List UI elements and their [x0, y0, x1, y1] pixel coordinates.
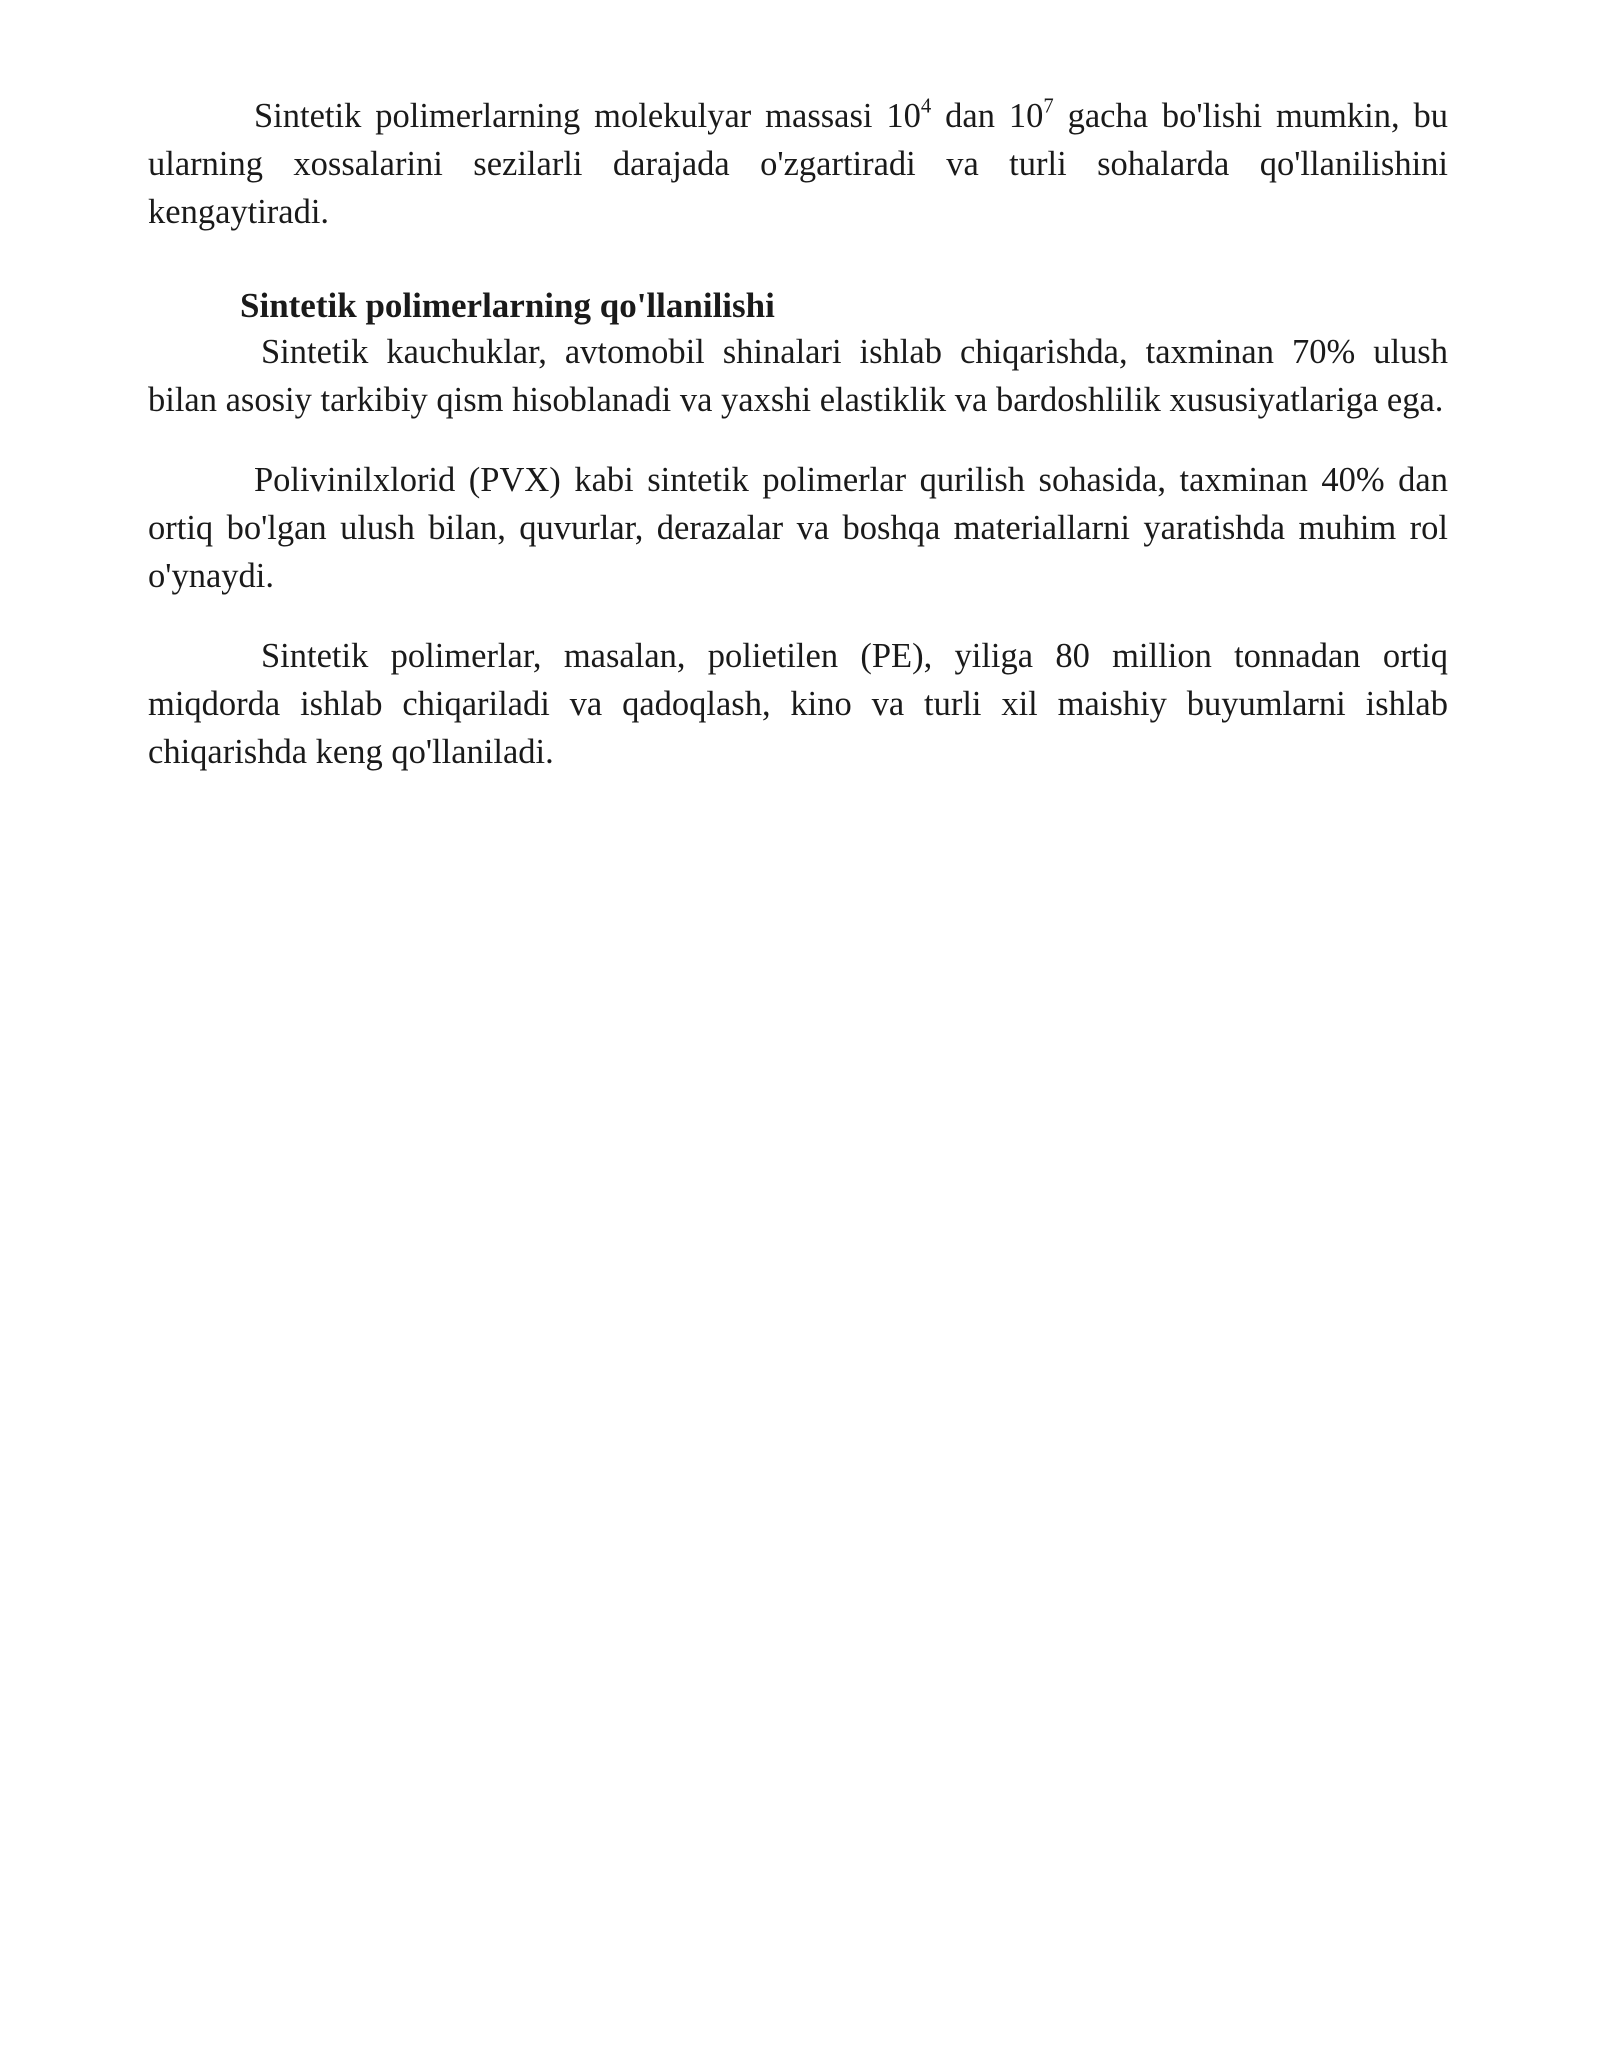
paragraph-1-text-c: gacha bo'lishi mumkin, bu ularning xossalarini sezilarli darajada o'zgartiradi va turli sohalarda qo'llanilishini kengaytiradi. — [148, 97, 1448, 231]
paragraph-molecular-mass — [148, 92, 1448, 236]
document-body — [148, 92, 1448, 776]
paragraph-pvc: Polivinilxlorid (PVX) kabi sintetik polimerlar qurilish sohasida, taxminan 40% dan ortiq bo'lgan ulush bilan, quvurlar, derazalar va boshqa materiallarni yaratishda muhim rol o'ynaydi. — [148, 461, 1448, 595]
paragraph-1-text-b: dan 10 — [931, 97, 1044, 135]
section-heading: Sintetik polimerlarning qo'llanilishi — [240, 286, 775, 325]
paragraph-synthetic-rubber: Sintetik kauchuklar, avtomobil shinalari ishlab chiqarishda, taxminan 70% ulush bilan asosiy tarkibiy qism hisoblanadi va yaxshi elastiklik va bardoshlilik xususiyatlariga ega. — [148, 333, 1448, 419]
exponent-4: 4 — [920, 95, 932, 118]
paragraph-polyethylene: Sintetik polimerlar, masalan, polietilen (PE), yiliga 80 million tonnadan ortiq miqdorda ishlab chiqariladi va qadoqlash, kino va turli xil maishiy buyumlarni ishlab chiqarishda keng qo'llaniladi. — [148, 637, 1448, 771]
exponent-7: 7 — [1043, 95, 1054, 118]
paragraph-1-text-a: Sintetik polimerlarning molekulyar massasi 10 — [254, 97, 921, 135]
